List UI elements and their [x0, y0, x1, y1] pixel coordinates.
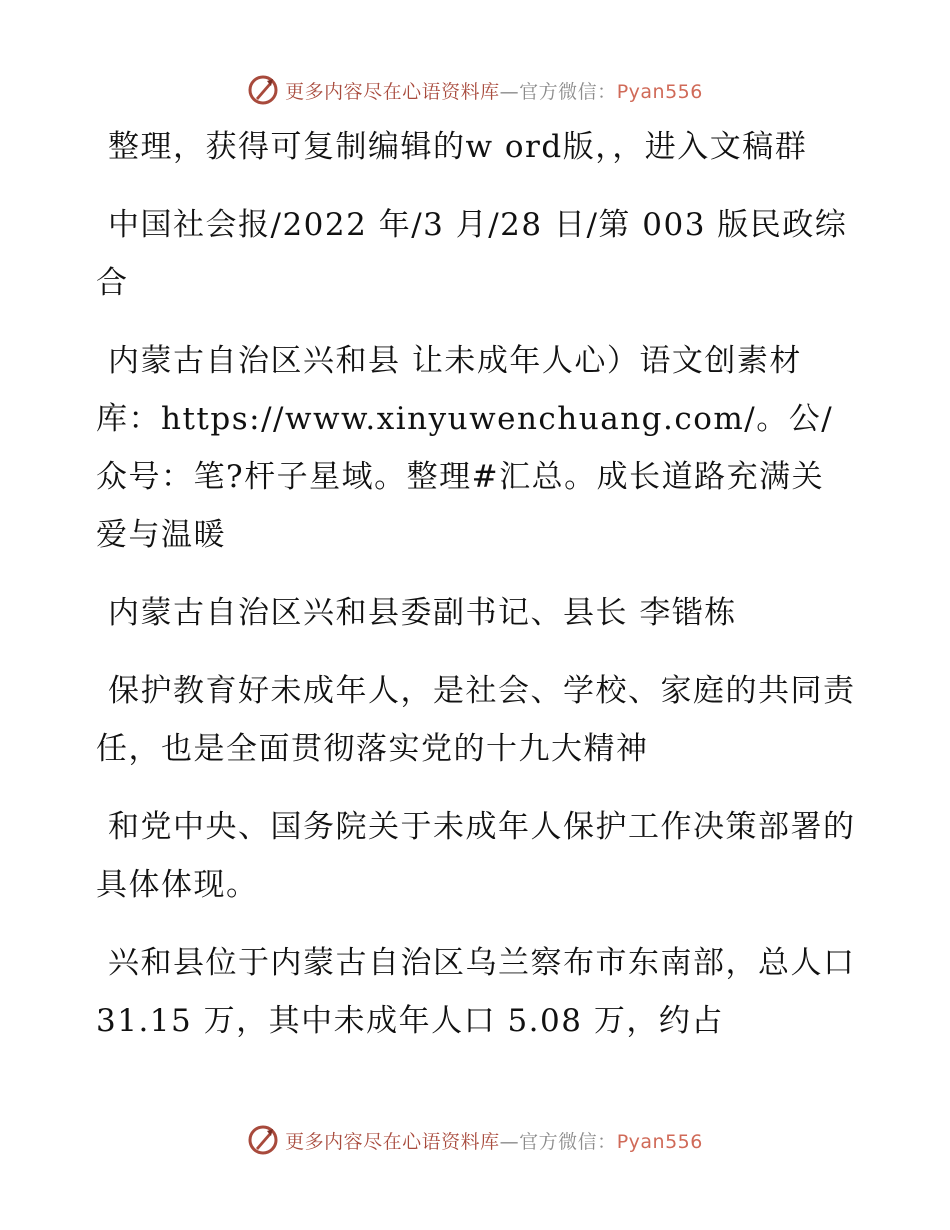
footer-watermark: [0, 1120, 950, 1160]
quill-pen-logo-icon: [247, 74, 279, 106]
paragraph-author: 内蒙古自治区兴和县委副书记、县长 李锴栋: [108, 595, 737, 631]
document-body: [96, 118, 856, 1070]
watermark-label: 官方微信：: [519, 80, 617, 103]
paragraph-headline: 内蒙古自治区兴和县 让未成年人心）语文创素材库：https://www.xinyuwenchuang.com/。公/众号：笔?杆子星域。整理#汇总。成长道路充满关爱与温暖: [96, 343, 834, 553]
watermark-separator: —: [499, 1130, 520, 1153]
watermark-account: Pyan556: [616, 1130, 703, 1153]
paragraph-body-2: 和党中央、国务院关于未成年人保护工作决策部署的具体体现。: [96, 809, 856, 903]
quill-pen-logo-icon: [247, 1124, 279, 1156]
paragraph-intro: 整理，获得可复制编辑的w ord版，，进入文稿群: [108, 129, 808, 165]
watermark-label: 官方微信：: [519, 1130, 617, 1153]
watermark-separator: —: [499, 80, 520, 103]
header-watermark: [0, 70, 950, 110]
paragraph-source: 中国社会报/2022 年/3 月/28 日/第 003 版民政综合: [96, 207, 848, 301]
paragraph-body-1: 保护教育好未成年人，是社会、学校、家庭的共同责任，也是全面贯彻落实党的十九大精神: [96, 673, 856, 767]
watermark-brand: 更多内容尽在心语资料库: [285, 80, 500, 103]
watermark-account: Pyan556: [616, 80, 703, 103]
watermark-brand: 更多内容尽在心语资料库: [285, 1130, 500, 1153]
paragraph-body-3: 兴和县位于内蒙古自治区乌兰察布市东南部，总人口 31.15 万，其中未成年人口 5.08 万，约占: [96, 945, 856, 1039]
